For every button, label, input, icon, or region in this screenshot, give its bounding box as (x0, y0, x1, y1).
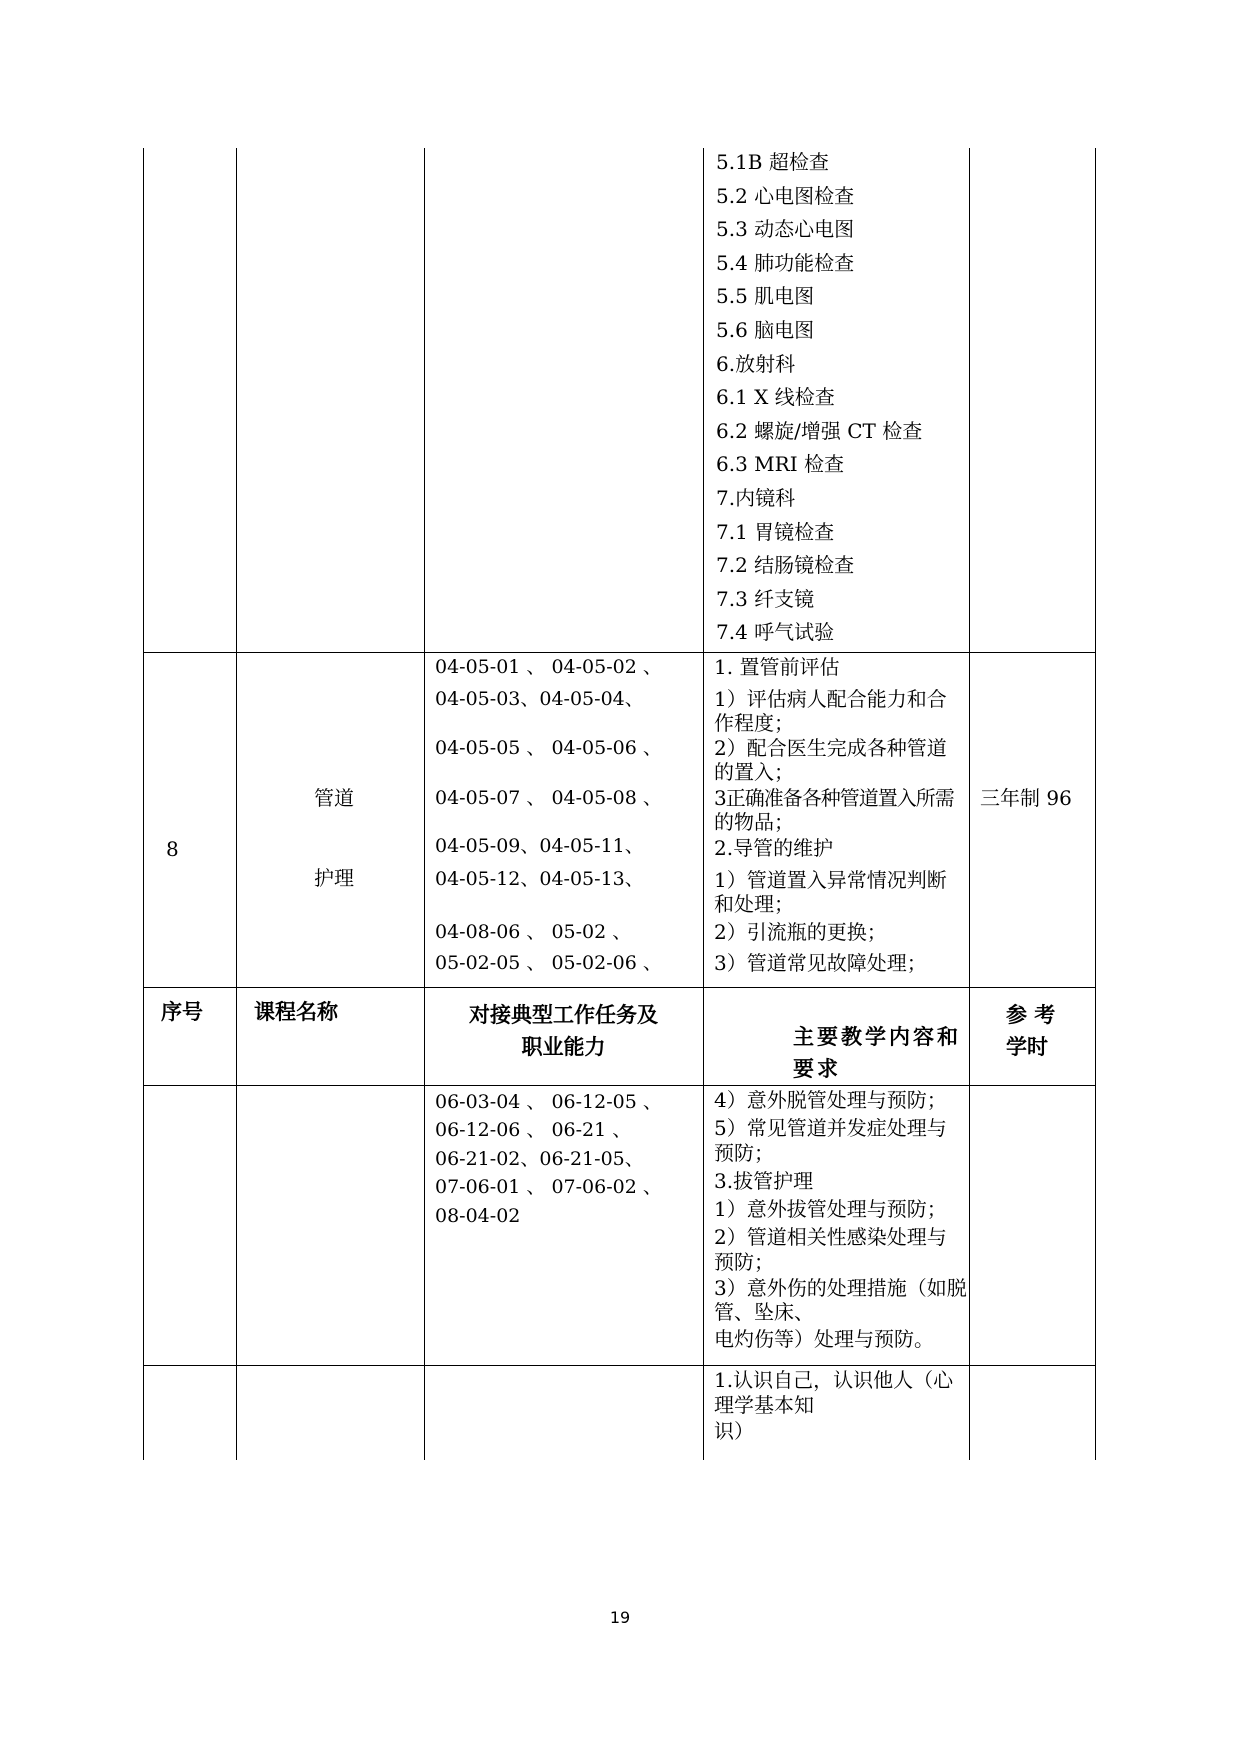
header-col-number: 序号 (161, 1000, 203, 1024)
header-col-content-line2: 要求 (793, 1057, 841, 1081)
table-border-right (1095, 148, 1096, 1460)
list-item: 6.3 MRI 检查 (716, 452, 844, 477)
list-item: 5.1B 超检查 (716, 150, 829, 174)
code-line: 04-05-12、04-05-13、 (435, 868, 644, 890)
header-col-hours (1006, 999, 1055, 1063)
code-line: 06-03-04 、 06-12-05 、 (435, 1091, 662, 1113)
code-line: 04-05-09、04-05-11、 (435, 835, 644, 857)
row8-hours: 三年制 96 (980, 786, 1072, 810)
content-line: 1）意外拔管处理与预防； (714, 1197, 947, 1221)
list-item: 5.5 肌电图 (716, 284, 815, 309)
content-line: 1）评估病人配合能力和合 (714, 687, 947, 711)
row-separator-2 (143, 987, 1096, 988)
content-line: 识） (714, 1419, 754, 1443)
code-line: 04-08-06 、 05-02 、 (435, 921, 632, 943)
content-line: 3）意外伤的处理措施（如脱 (714, 1276, 967, 1300)
content-line: 电灼伤等）处理与预防。 (714, 1327, 934, 1351)
content-line: 2）引流瓶的更换； (714, 920, 887, 944)
table-border-left (143, 148, 144, 1460)
table-divider-4 (969, 148, 970, 1460)
content-line: 1）管道置入异常情况判断 (714, 868, 947, 892)
content-line: 3）管道常见故障处理； (714, 951, 927, 975)
code-line: 05-02-05 、 05-02-06 、 (435, 952, 662, 974)
row-separator-4 (143, 1365, 1096, 1366)
content-line: 2.导管的维护 (714, 836, 834, 860)
header-col-tasks-line2: 职业能力 (521, 1035, 606, 1059)
content-line: 3正确准备各种管道置入所需 (714, 786, 954, 810)
list-item: 7.1 胃镜检查 (716, 519, 835, 544)
header-col-hours-line1: 参 考 (1006, 1003, 1056, 1027)
list-item: 7.内镜科 (716, 485, 796, 510)
code-line: 08-04-02 (435, 1204, 521, 1227)
header-col-tasks-line1: 对接典型工作任务及 (469, 1003, 658, 1027)
top-block-content (716, 146, 966, 650)
code-line: 06-21-02、06-21-05、 (435, 1147, 644, 1170)
content-line: 作程度； (714, 711, 794, 735)
content-line: 4）意外脱管处理与预防； (714, 1088, 947, 1112)
list-item: 5.6 脑电图 (716, 317, 815, 342)
code-line: 04-05-01 、 04-05-02 、 (435, 656, 662, 678)
list-item: 6.放射科 (716, 351, 796, 376)
table-divider-1 (236, 148, 237, 1460)
content-line: 1. 置管前评估 (714, 655, 840, 679)
header-col-hours-line2: 学时 (1006, 1035, 1048, 1059)
table-divider-3 (703, 148, 704, 1460)
header-col-content-line1: 主要教学内容和 (793, 1025, 961, 1049)
header-col-tasks (424, 999, 703, 1063)
row8-course-name-line1: 管道 (314, 786, 354, 810)
list-item: 7.2 结肠镜检查 (716, 553, 855, 578)
content-line: 1.认识自己，认识他人（心 (714, 1368, 954, 1392)
header-col-course: 课程名称 (254, 1000, 338, 1024)
row8-course-name-line2: 护理 (314, 866, 354, 890)
content-line: 5）常见管道并发症处理与 (714, 1116, 947, 1140)
content-line: 3.拔管护理 (714, 1169, 814, 1193)
content-line: 的置入； (714, 760, 794, 784)
header-col-content (718, 1021, 966, 1085)
list-item: 5.3 动态心电图 (716, 217, 855, 242)
list-item: 7.4 呼气试验 (716, 620, 835, 645)
content-line: 的物品； (714, 810, 794, 834)
content-line: 理学基本知 (714, 1393, 814, 1417)
code-line: 07-06-01 、 07-06-02 、 (435, 1176, 662, 1199)
list-item: 5.4 肺功能检查 (716, 250, 855, 275)
list-item: 5.2 心电图检查 (716, 183, 855, 208)
content-line: 管、坠床、 (714, 1300, 814, 1324)
content-line: 预防； (714, 1141, 774, 1165)
code-line: 04-05-03、04-05-04、 (435, 688, 644, 710)
code-line: 04-05-05 、 04-05-06 、 (435, 737, 662, 759)
content-line: 2）配合医生完成各种管道 (714, 736, 947, 760)
row-separator-3 (143, 1085, 1096, 1086)
table-divider-2 (424, 148, 425, 1460)
row8-cont-task-codes (435, 1088, 700, 1230)
row8-number: 8 (166, 837, 179, 861)
content-line: 2）管道相关性感染处理与 (714, 1225, 947, 1249)
list-item: 7.3 纤支镜 (716, 586, 815, 611)
row-separator-1 (143, 652, 1096, 653)
page-number: 19 (609, 1608, 631, 1627)
list-item: 6.1 X 线检查 (716, 385, 835, 410)
list-item: 6.2 螺旋/增强 CT 检查 (716, 418, 923, 443)
content-line: 和处理； (714, 892, 794, 916)
content-line: 预防； (714, 1250, 774, 1274)
code-line: 06-12-06 、 06-21 、 (435, 1119, 632, 1142)
code-line: 04-05-07 、 04-05-08 、 (435, 787, 662, 809)
